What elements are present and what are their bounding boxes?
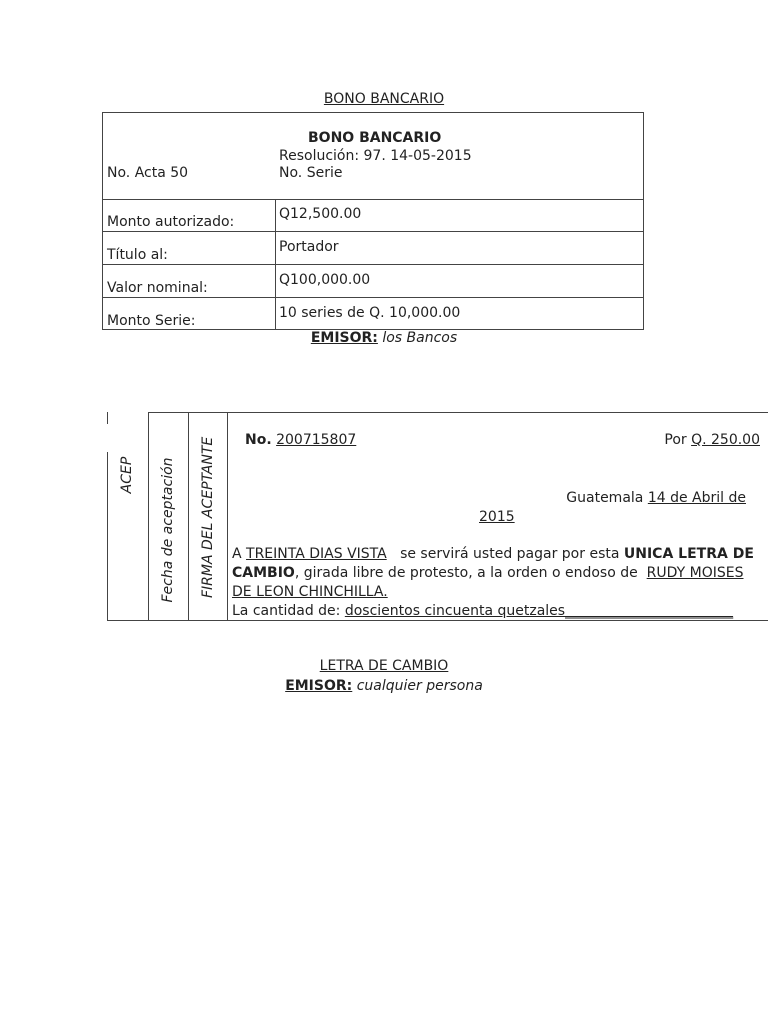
column-fecha-aceptacion: Fecha de aceptación bbox=[160, 457, 176, 603]
table-divider bbox=[103, 231, 643, 232]
row-label: Valor nominal: bbox=[107, 280, 208, 296]
letra-amount: Por Q. 250.00 bbox=[664, 432, 760, 448]
emisor-value: los Bancos bbox=[377, 330, 458, 346]
letra-number: No. 200715807 bbox=[245, 432, 357, 448]
row-value: Q100,000.00 bbox=[279, 272, 371, 288]
letra-number-value: 200715807 bbox=[276, 432, 357, 448]
table-divider bbox=[275, 199, 276, 329]
row-value: 10 series de Q. 10,000.00 bbox=[279, 305, 461, 321]
acta-number: No. Acta 50 bbox=[107, 165, 189, 181]
letra-left-border bbox=[107, 452, 108, 620]
bono-emisor bbox=[0, 330, 768, 346]
bono-table bbox=[102, 112, 644, 330]
bono-title: BONO BANCARIO bbox=[323, 91, 445, 107]
letra-place-date: Guatemala 14 de Abril de bbox=[566, 490, 746, 506]
resolucion: Resolución: 97. 14-05-2015 bbox=[279, 148, 472, 164]
serie-number: No. Serie bbox=[279, 165, 343, 181]
letra-year: 2015 bbox=[479, 509, 515, 525]
row-value: Q12,500.00 bbox=[279, 206, 362, 222]
column-divider bbox=[227, 412, 228, 621]
column-divider bbox=[188, 412, 189, 621]
letra-body: A TREINTA DIAS VISTA se servirá usted pagar por esta UNICA LETRA DE CAMBIO, girada libre de protesto, a la orden o endoso de RUDY MOISES DE LEON CHINCHILLA. La cantidad de: doscientos cincuenta quetzales________________________ bbox=[232, 546, 754, 619]
letra-amount-value: Q. 250.00 bbox=[691, 432, 760, 448]
row-label: Monto autorizado: bbox=[107, 214, 235, 230]
column-divider bbox=[148, 412, 149, 621]
row-label: Monto Serie: bbox=[107, 313, 196, 329]
column-firma-aceptante: FIRMA DEL ACEPTANTE bbox=[200, 436, 216, 598]
letra-top-border bbox=[148, 412, 768, 413]
letra-title: LETRA DE CAMBIO bbox=[319, 658, 449, 674]
emisor-label: EMISOR: bbox=[310, 330, 378, 346]
table-divider bbox=[103, 264, 643, 265]
letra-left-tick bbox=[107, 412, 108, 424]
emisor-value: cualquier persona bbox=[352, 678, 483, 694]
table-divider bbox=[103, 199, 643, 200]
column-acep: ACEP bbox=[119, 456, 135, 494]
table-divider bbox=[103, 297, 643, 298]
row-label: Título al: bbox=[107, 247, 168, 263]
row-value: Portador bbox=[279, 239, 339, 255]
letra-de-cambio bbox=[107, 412, 768, 621]
letra-emisor bbox=[0, 678, 768, 694]
emisor-label: EMISOR: bbox=[285, 678, 353, 694]
bono-inner-title: BONO BANCARIO bbox=[308, 130, 442, 146]
